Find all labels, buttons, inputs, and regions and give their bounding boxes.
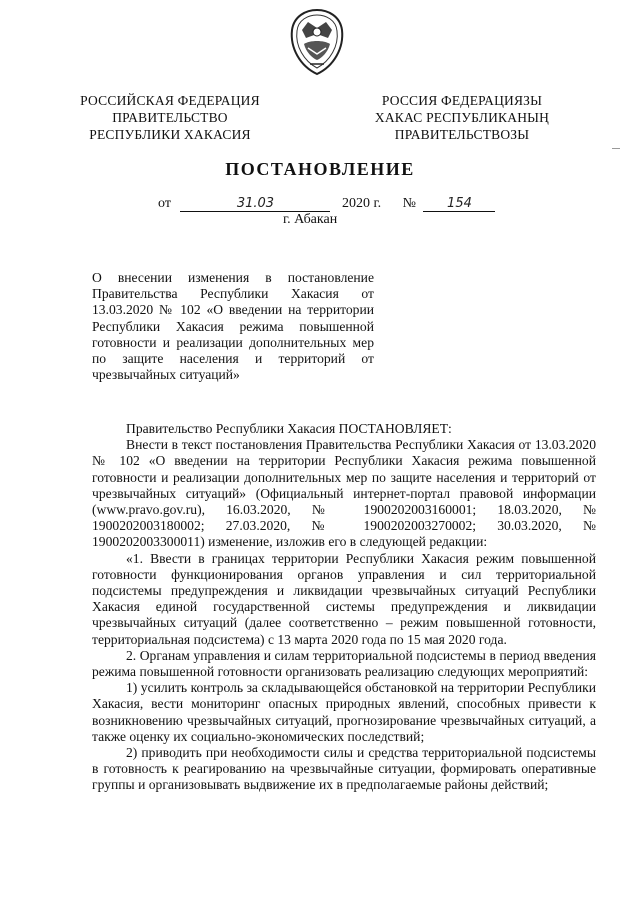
- header-right-line: ХАКАС РЕСПУБЛИКАНЫҢ: [374, 110, 550, 125]
- date-number-line: [158, 196, 495, 212]
- body-paragraph: 2. Органам управления и силам территориальной подсистемы в период введения режима повышенной готовности организовать реализацию следующих мероприятий:: [92, 647, 596, 680]
- subject-text: О внесении изменения в постановление Правительства Республики Хакасия от 13.03.2020 № 102 «О введении на территории Республики Хакасия режима повышенной готовности и реализации дополнительных мер по защите населения и территорий от чрезвычайных ситуаций»: [92, 270, 374, 383]
- header-right: [362, 92, 562, 143]
- header-right-line: РОССИЯ ФЕДЕРАЦИЯЗЫ: [381, 93, 543, 108]
- from-label: от: [158, 196, 171, 211]
- body-paragraph: «1. Ввести в границах территории Республики Хакасия режим повышенной готовности функционирования органов управления и сил территориальной подсистемы предупреждения и ликвидации чрезвычайных ситуаций Республики Хакасия единой государственной системы предупреждения и ликвидации чрезвычайных ситуаций (далее соответственно – режим повышенной готовности, территориальная подсистема) с 13 марта 2020 года по 15 мая 2020 года.: [92, 550, 596, 647]
- header-left-line: РОССИЙСКАЯ ФЕДЕРАЦИЯ: [80, 93, 260, 108]
- coat-of-arms-emblem-icon: [288, 8, 346, 76]
- number-label: №: [402, 196, 416, 211]
- scan-mark: [612, 148, 620, 149]
- body-paragraph: 2) приводить при необходимости силы и средства территориальной подсистемы в готовность к реагированию на чрезвычайные ситуации, формировать оперативные группы и организовывать выдвижение их в предполагаемые районы действий;: [92, 745, 596, 793]
- header-left-line: ПРАВИТЕЛЬСТВО: [112, 110, 228, 125]
- number-field: 154: [423, 196, 495, 212]
- body-paragraph: Внести в текст постановления Правительства Республики Хакасия от 13.03.2020 № 102 «О введении на территории Республики Хакасия режима повышенной готовности и реализации дополнительных мер по защите населения и территорий от чрезвычайных ситуаций» (Официальный интернет-портал правовой информации (www.pravo.gov.ru), 16.03.2020, № 1900202003160001; 18.03.2020, № 1900202003180002; 27.03.2020, № 1900202003270002; 30.03.2020, № 1900202003300011) изменение, изложив его в следующей редакции:: [92, 437, 596, 550]
- header-left-line: РЕСПУБЛИКИ ХАКАСИЯ: [89, 127, 251, 142]
- year-label: 2020 г.: [341, 196, 382, 211]
- city-label: г. Абакан: [283, 212, 338, 227]
- date-field: 31.03: [180, 196, 330, 212]
- body-paragraph: Правительство Республики Хакасия ПОСТАНОВЛЯЕТ:: [126, 421, 452, 436]
- document-title: ПОСТАНОВЛЕНИЕ: [225, 159, 415, 179]
- header-right-line: ПРАВИТЕЛЬСТВОЗЫ: [394, 127, 530, 142]
- header-left: [70, 92, 270, 143]
- document-body: [92, 421, 596, 794]
- subject-block: [92, 270, 374, 383]
- body-paragraph: 1) усилить контроль за складывающейся обстановкой на территории Республики Хакасия, вести мониторинг опасных природных явлений, способных привести к возникновению чрезвычайных ситуаций, прогнозирование чрезвычайных ситуаций, а также оценку их социально-экономических последствий;: [92, 680, 596, 744]
